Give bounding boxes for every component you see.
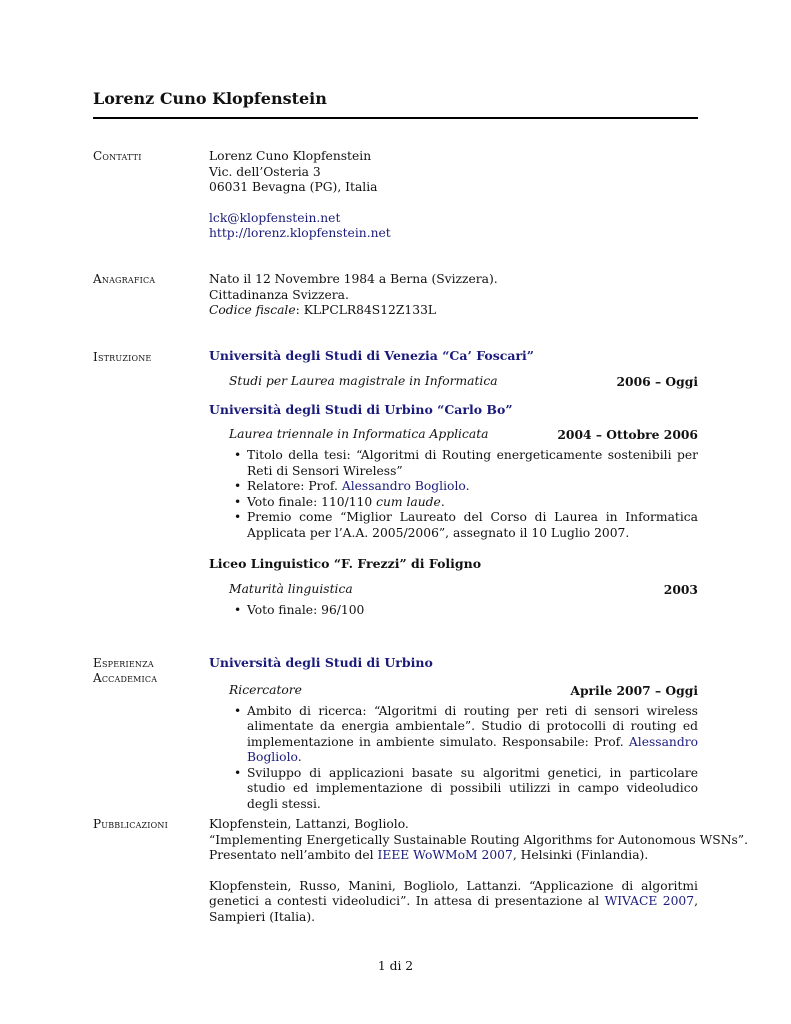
website-link[interactable]: http://lorenz.klopfenstein.net [209,226,391,240]
urbino-date: 2004 – Ottobre 2006 [557,427,698,442]
wivace-link[interactable]: WIVACE 2007 [604,894,695,908]
venezia-degree: Studi per Laurea magistrale in Informatica [229,373,498,388]
fiscal-value: : KLPCLR84S12Z133L [295,303,437,317]
list-item: • Voto finale: 110/110 cum laude. [247,495,698,511]
pub-1-title: “Implementing Energetically Sustainable Routing Algorithms for Autonomous WSNs”. [209,832,748,847]
anagrafica-citizenship: Cittadinanza Svizzera. [209,287,349,302]
istruzione-urbino-row [229,427,698,444]
anagrafica-birth: Nato il 12 Novembre 1984 a Berna (Svizzera). [209,272,498,286]
urbino-bullets [209,448,698,541]
page-number: 1 di 2 [377,959,414,973]
istruzione-venezia-name: Università degli Studi di Venezia “Ca’ Foscari” [209,348,534,363]
relatore-link[interactable]: Alessandro Bogliolo [341,479,466,493]
pub-1-venue: Presentato nell’ambito del IEEE WoWMoM 2007, Helsinki (Finlandia). [209,848,649,862]
venezia-date: 2006 – Oggi [616,373,698,389]
esperienza-role: Ricercatore [229,682,302,697]
esperienza-inst: Università degli Studi di Urbino [209,655,433,670]
pub-1 [209,817,748,864]
contatti-name: Lorenz Cuno Klopfenstein [209,149,372,163]
wowmom-link[interactable]: IEEE WoWMoM 2007 [377,848,513,862]
urbino-degree: Laurea triennale in Informatica Applicata [229,427,489,441]
anagrafica-fiscal [209,303,698,319]
list-item: • Sviluppo di applicazioni basate su algoritmi genetici, in particolare studio ed implementazione di possibili utilizzi in campo videoludico degli stessi. [247,766,698,813]
list-item: • Voto finale: 96/100 [247,603,698,619]
istruzione-liceo-row [229,582,698,599]
esperienza-bullets [209,704,698,813]
section-title-esperienza: Esperienza Accademica [93,656,158,685]
section-title-anagrafica: Anagrafica [93,272,156,286]
liceo-degree: Maturità linguistica [229,581,353,596]
esperienza-row [229,683,698,700]
section-title-pubblicazioni: Pubblicazioni [93,817,168,831]
contatti-address1: Vic. dell’Osteria 3 [209,164,321,179]
pub-1-authors: Klopfenstein, Lattanzi, Bogliolo. [209,817,409,831]
list-item: • Relatore: Prof. Alessandro Bogliolo. [247,479,698,495]
esperienza-content [209,655,698,812]
liceo-date: 2003 [663,581,698,597]
contatti-content [209,149,698,242]
istruzione-content [209,348,698,618]
pubblicazioni-content [209,817,748,925]
header-rule [93,117,698,119]
fiscal-label: Codice fiscale [209,303,296,317]
istruzione-venezia-row [229,374,698,391]
list-item: • Titolo della tesi: “Algoritmi di Routing energeticamente sostenibili per Reti di Sensori Wireless” [247,448,698,479]
list-item: • Premio come “Miglior Laureato del Corso di Laurea in Informatica Applicata per l’A.A. 2005/2006”, assegnato il 10 Luglio 2007. [247,510,698,541]
list-item: • Ambito di ricerca: “Algoritmi di routing per reti di sensori wireless alimentate da energia ambientale”. Studio di protocolli di routing ed implementazione in ambiente simulato. Responsabile: Prof. Alessandro Bogliolo. [247,704,698,766]
istruzione-liceo-name: Liceo Linguistico “F. Frezzi” di Foligno [209,556,482,571]
pub-2: Klopfenstein, Russo, Manini, Bogliolo, Lattanzi. “Applicazione di algoritmi genetici a contesti videoludici”. In attesa di presentazione al WIVACE 2007, Sampieri (Italia). [209,878,698,924]
email-link[interactable]: lck@klopfenstein.net [209,210,341,225]
cv-name: Lorenz Cuno Klopfenstein [93,89,327,108]
section-title-contatti: Contatti [93,149,142,163]
istruzione-urbino-name: Università degli Studi di Urbino “Carlo Bo” [209,401,513,417]
contatti-address2: 06031 Bevagna (PG), Italia [209,180,378,194]
liceo-bullets [209,603,698,619]
responsabile-link[interactable]: Alessandro Bogliolo [247,734,698,764]
esperienza-date: Aprile 2007 – Oggi [570,682,698,698]
anagrafica-content [209,272,698,319]
section-title-istruzione: Istruzione [93,350,152,364]
